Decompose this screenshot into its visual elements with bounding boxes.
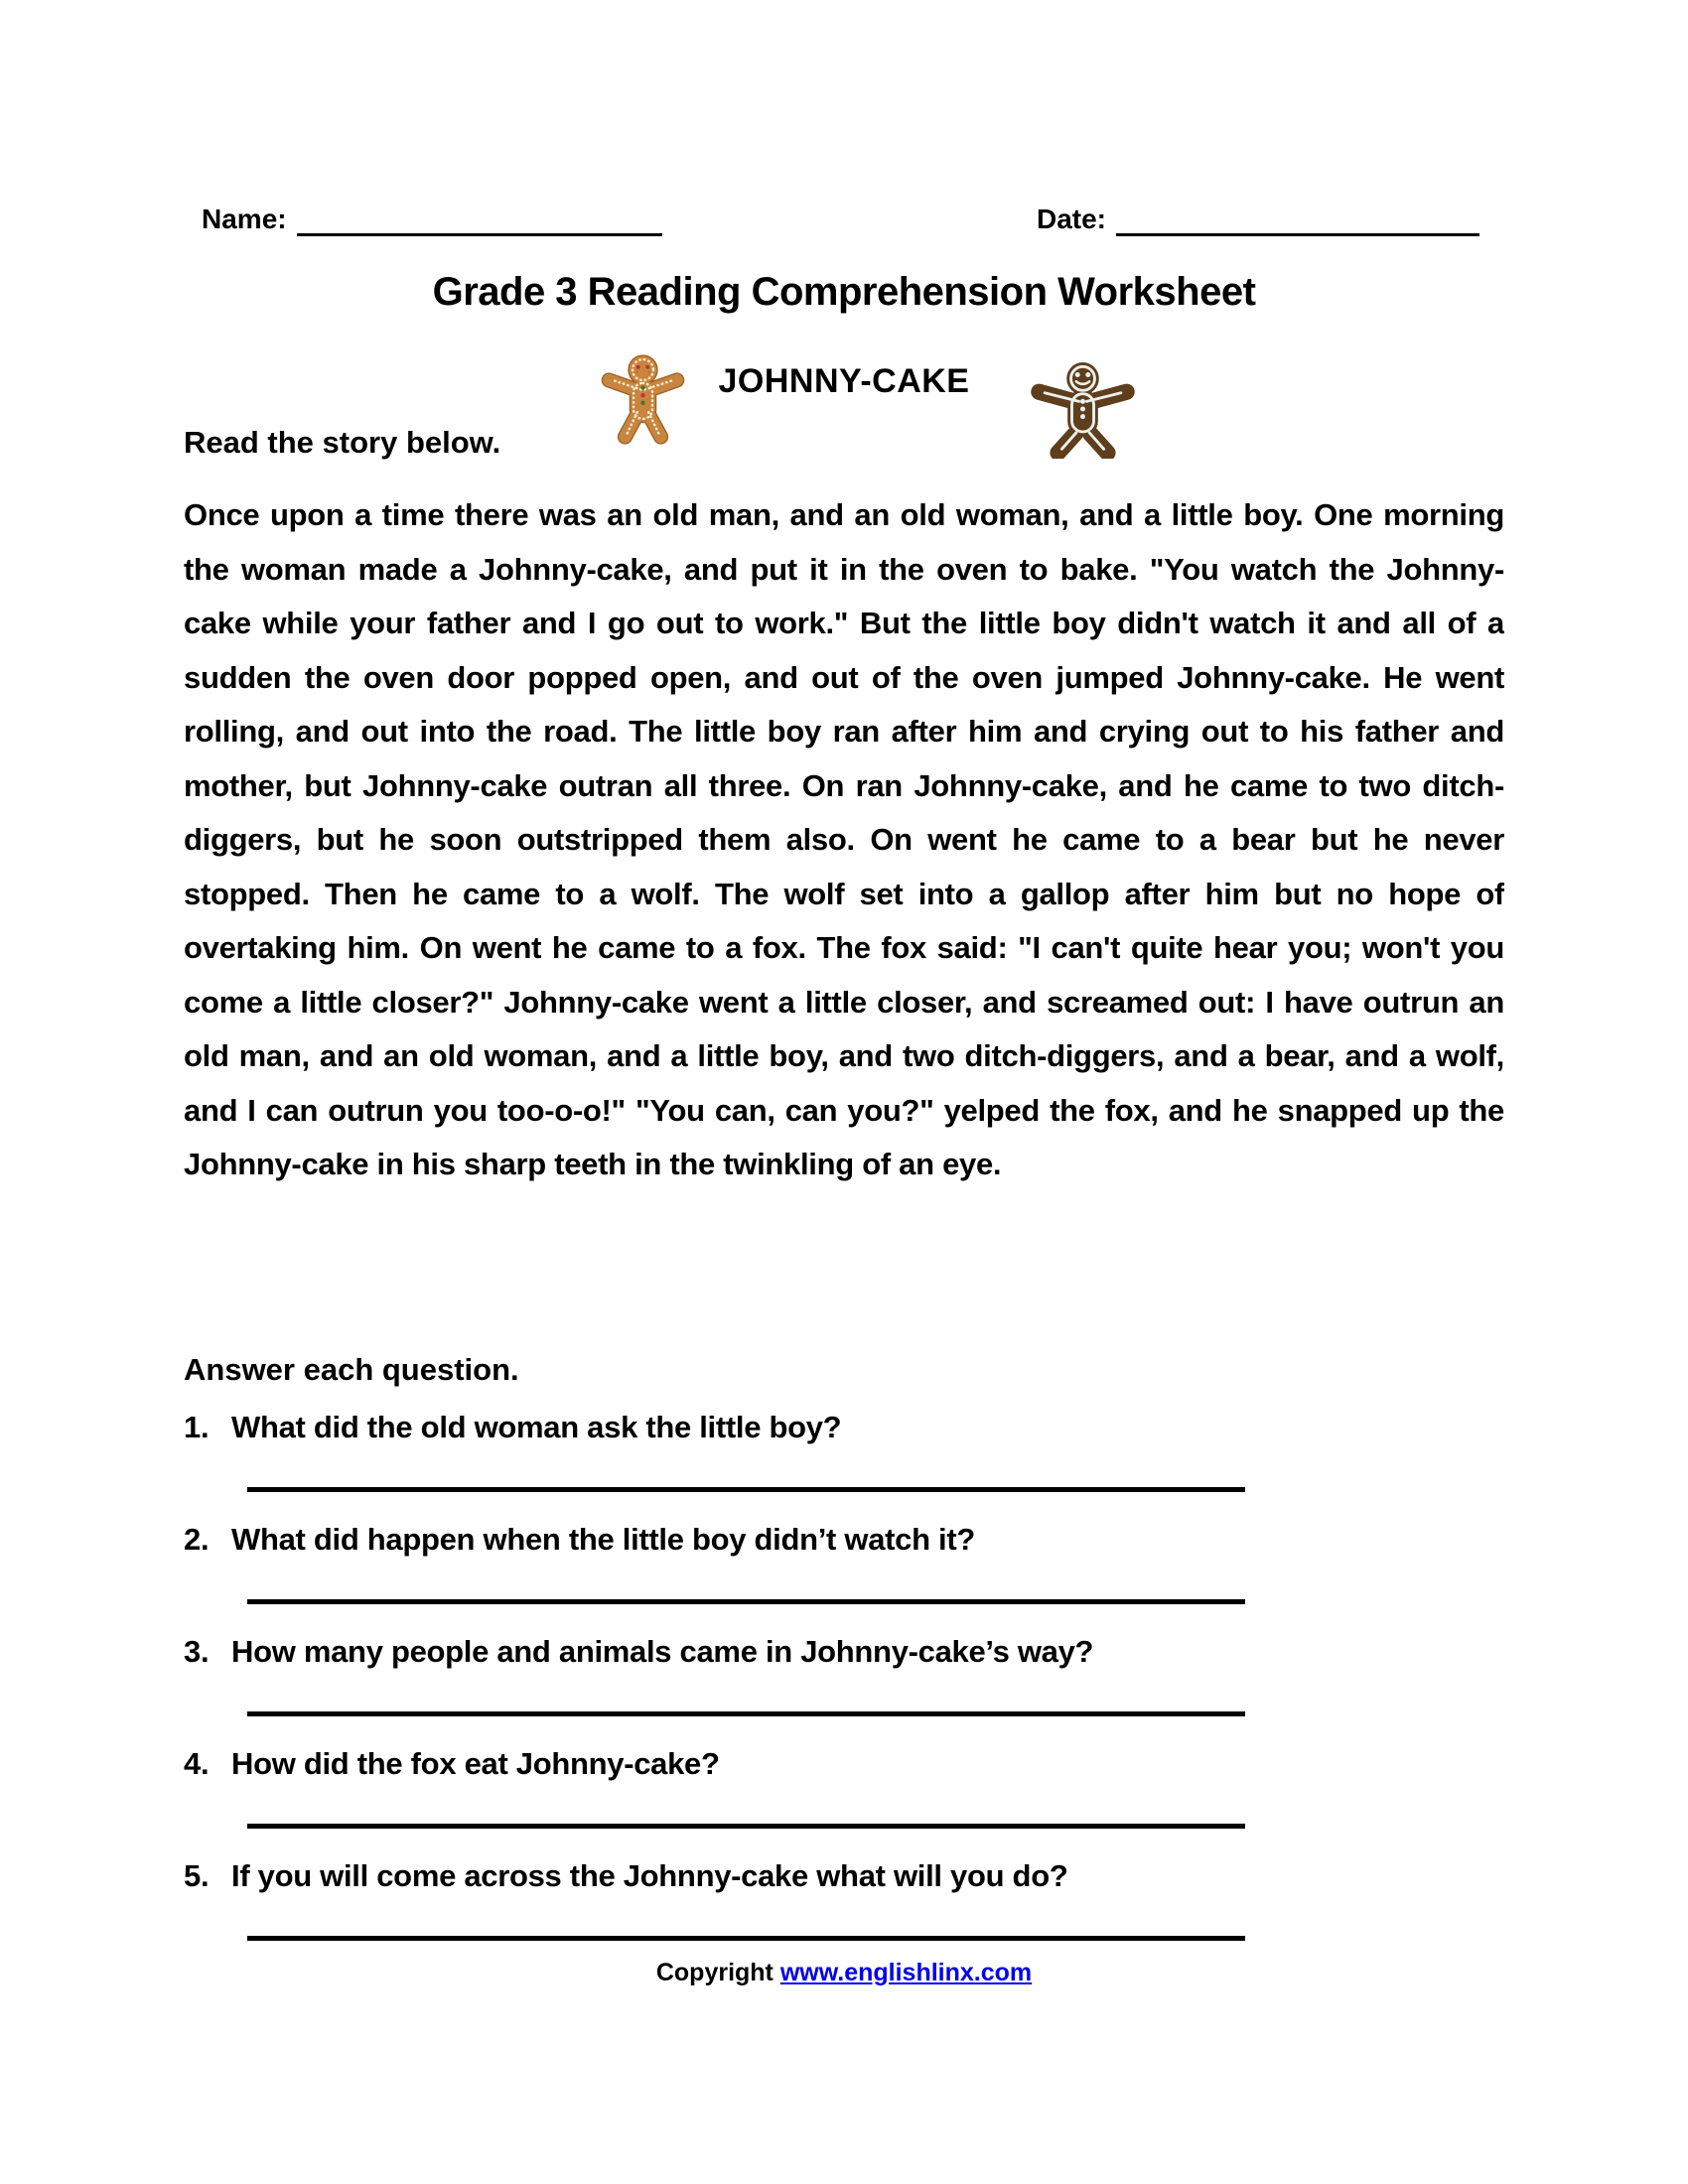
question-number: 1. [184,1410,210,1444]
question-row-3 [184,1632,1504,1672]
question-text: What did the old woman ask the little boy? [231,1410,842,1444]
question-row-4 [184,1744,1504,1784]
answer-line-4 [247,1824,1245,1829]
name-blank-line [297,206,662,236]
story-text: Once upon a time there was an old man, and an old woman, and a little boy. One morning the woman made a Johnny-cake, and put it in the oven to bake. "You watch the Johnny-cake while your father and I go out to work." But the little boy didn't watch it and all of a sudden the oven door popped open, and out of the oven jumped Johnny-cake. He went rolling, and out into the road. The little boy ran after him and crying out to his father and mother, but Johnny-cake outran all three. On ran Johnny-cake, and he came to two ditch-diggers, but he soon outstripped them also. On went he came to a bear but he never stopped. Then he came to a wolf. The wolf set into a gallop after him but no hope of overtaking him. On went he came to a fox. The fox said: "I can't quite hear you; won't you come a little closer?" Johnny-cake went a little closer, and screamed out: I have outrun an old man, and an old woman, and a little boy, and two ditch-diggers, and a bear, and a wolf, and I can outrun you too-o-o!" "You can, can you?" yelped the fox, and he snapped up the Johnny-cake in his sharp teeth in the twinkling of an eye. [184,497,1504,1181]
question-row-2 [184,1520,1504,1560]
answer-instruction: Answer each question. [184,1352,519,1387]
question-text: How did the fox eat Johnny-cake? [231,1746,720,1781]
question-number: 3. [184,1634,210,1669]
question-row-1 [184,1408,1504,1447]
copyright-label: Copyright [655,1959,774,1986]
date-label: Date: [1036,204,1106,234]
footer [184,1957,1504,1988]
answer-line-2 [247,1599,1245,1604]
gingerbread-man-light-icon [596,353,690,445]
read-instruction: Read the story below. [184,425,501,460]
page-title: Grade 3 Reading Comprehension Worksheet [432,270,1256,314]
date-blank-line [1116,206,1479,236]
question-text: How many people and animals came in Johnny-cake’s way? [231,1634,1094,1669]
answer-line-3 [247,1711,1245,1716]
question-number: 2. [184,1522,210,1557]
name-label: Name: [202,204,287,234]
question-number: 5. [184,1858,210,1893]
question-text: What did happen when the little boy didn’t watch it? [231,1522,976,1557]
question-row-5 [184,1856,1504,1896]
gingerbread-man-dark-icon [1026,359,1140,459]
worksheet-sheet [184,195,1504,1988]
header [184,195,1504,236]
story-subtitle: JOHNNY-CAKE [718,362,970,400]
name-field [202,203,662,236]
date-field [1037,203,1479,236]
question-text: If you will come across the Johnny-cake what will you do? [231,1858,1068,1893]
copyright-link[interactable]: www.englishlinx.com [779,1959,1033,1986]
question-number: 4. [184,1746,210,1781]
subtitle-band [184,351,1504,475]
answer-line-5 [247,1936,1245,1941]
answer-line-1 [247,1487,1245,1492]
